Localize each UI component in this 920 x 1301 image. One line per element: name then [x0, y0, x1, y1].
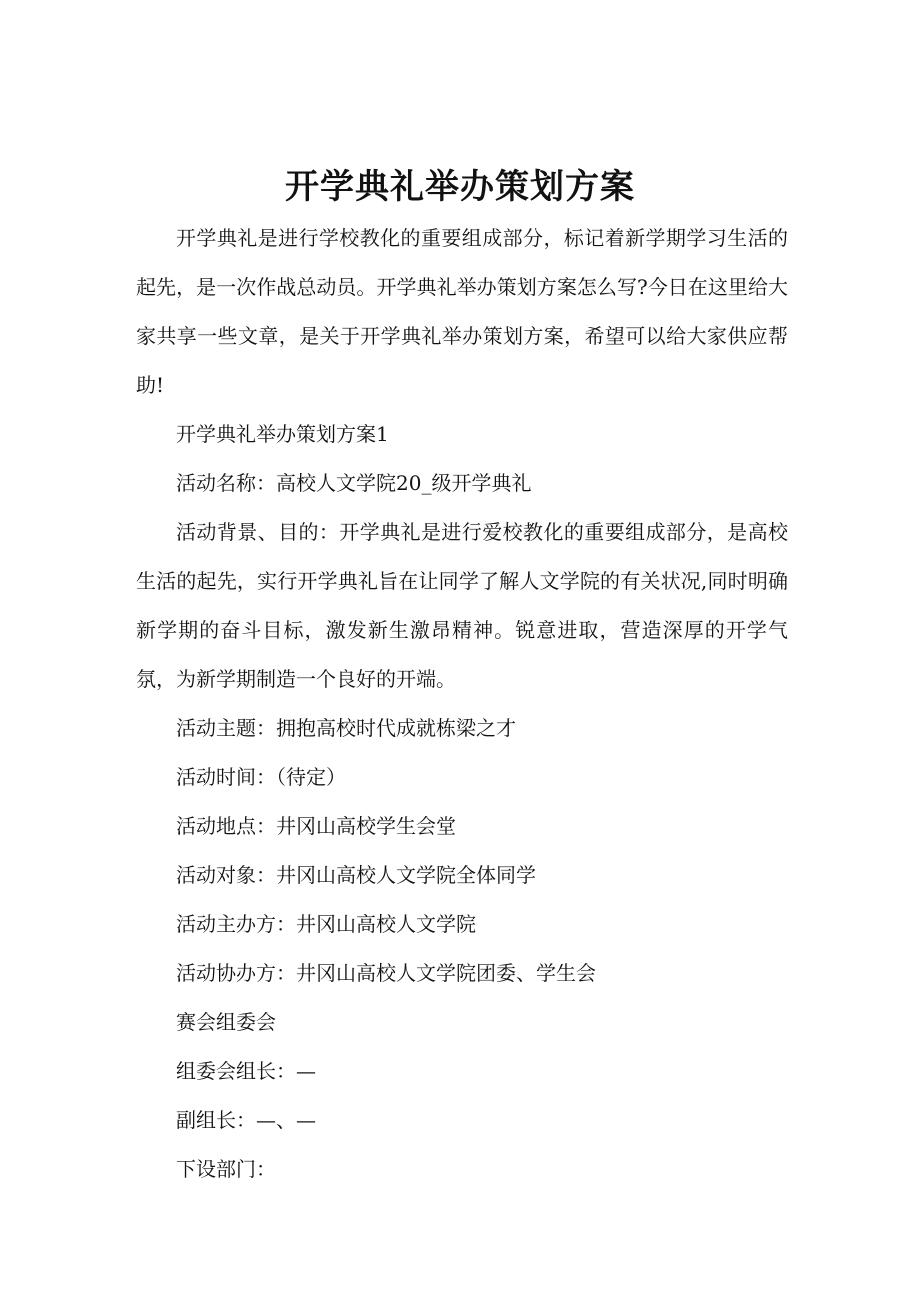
activity-theme: 活动主题：拥抱高校时代成就栋梁之才 [176, 716, 516, 740]
committee-heading: 赛会组委会 [176, 1010, 276, 1034]
intro-paragraph: 开学典礼是进行学校教化的重要组成部分，标记着新学期学习生活的起先，是一次作战总动员。开学典礼举办策划方案怎么写?今日在这里给大家共享一些文章，是关于开学典礼举办策划方案，希望可以给大家供应帮助! [136, 226, 788, 397]
activity-target: 活动对象：井冈山高校人文学院全体同学 [176, 863, 536, 887]
committee-leader: 组委会组长：— [176, 1059, 316, 1083]
deputy-leader: 副组长：—、— [176, 1108, 316, 1132]
departments: 下设部门： [176, 1157, 276, 1181]
activity-time: 活动时间：（待定） [176, 765, 346, 789]
document-title: 开学典礼举办策划方案 [285, 166, 635, 207]
section-heading: 开学典礼举办策划方案1 [176, 422, 389, 446]
activity-co-organizer: 活动协办方：井冈山高校人文学院团委、学生会 [176, 961, 596, 985]
activity-organizer: 活动主办方：井冈山高校人文学院 [176, 912, 476, 936]
activity-name: 活动名称：高校人文学院20_级开学典礼 [176, 471, 532, 495]
document-body [136, 214, 788, 1194]
activity-location: 活动地点：井冈山高校学生会堂 [176, 814, 456, 838]
activity-background: 活动背景、目的：开学典礼是进行爱校教化的重要组成部分，是高校生活的起先，实行开学典礼旨在让同学了解人文学院的有关状况,同时明确新学期的奋斗目标，激发新生激昂精神。锐意进取，营造深厚的开学气氛，为新学期制造一个良好的开端。 [136, 520, 788, 691]
